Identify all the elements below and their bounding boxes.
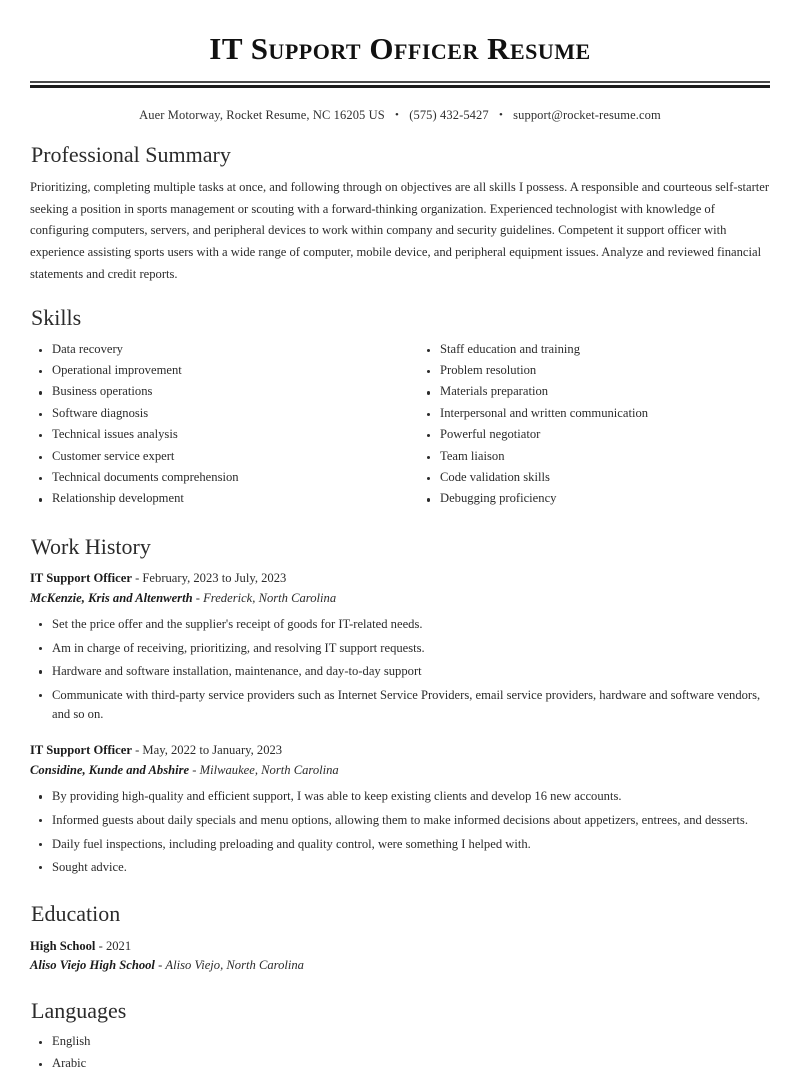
list-item: Arabic [30,1055,770,1072]
job-company-line [30,589,770,609]
section-heading-education: Education [31,901,121,927]
list-item: Interpersonal and written communication [418,405,770,423]
section-heading-work-history: Work History [31,533,151,559]
contact-email[interactable]: support@rocket-resume.com [513,107,661,122]
education-dash: - [154,958,166,973]
list-item: Software diagnosis [30,405,400,423]
list-item: English [30,1033,770,1051]
list-item: Code validation skills [418,469,770,487]
job-dash: - [131,571,143,586]
skills-list-right [418,341,770,509]
list-item: Informed guests about daily specials and menu options, allowing them to make informed decisions about appetizers, entrees, and desserts. [30,811,770,830]
job-bullet-list [30,787,770,877]
job-title: IT Support Officer [30,571,132,586]
contact-line [30,108,770,123]
education-dash: - [95,938,106,953]
list-item: Am in charge of receiving, prioritizing, and resolving IT support requests. [30,639,770,658]
page-title: IT Support Officer Resume [209,31,591,66]
list-item: By providing high-quality and efficient support, I was able to keep existing clients and develop 16 new accounts. [30,787,770,806]
list-item: Team liaison [418,448,770,466]
list-item: Staff education and training [418,341,770,359]
contact-separator-icon: • [498,108,503,121]
job-entry [30,741,770,877]
education-year: 2021 [105,938,132,953]
skills-column-left [30,341,400,512]
summary-text: Prioritizing, completing multiple tasks at once, and following through on objectives are all skills I possess. A responsible and courteous self-starter seeking a position in sports management or scouting with a forward-thinking organization. Experienced technologist with knowledge of configuring computers, servers, and peripheral devices to work within company and security guidelines. Competent it support officer with experience assisting sports users with a wide range of computer, mobile device, and peripheral equipment issues. Analyze and reviewed financial statements and credit reports. [30,180,770,281]
section-heading-skills: Skills [31,305,82,331]
section-work-history [30,534,770,878]
education-list [30,937,770,976]
section-skills [30,305,770,511]
languages-list [30,1033,770,1072]
job-dash: - [192,590,204,605]
list-item: Materials preparation [418,383,770,401]
list-item: Technical documents comprehension [30,469,400,487]
job-list [30,569,770,877]
skills-list-left [30,341,400,509]
education-school: Aliso Viejo High School [30,958,155,973]
job-title: IT Support Officer [30,743,132,758]
list-item: Debugging proficiency [418,490,770,508]
job-location: Milwaukee, North Carolina [199,762,339,777]
section-education [30,901,770,975]
list-item: Relationship development [30,490,400,508]
section-heading-languages: Languages [31,997,127,1023]
list-item: Technical issues analysis [30,426,400,444]
education-location: Aliso Viejo, North Carolina [165,958,304,973]
education-degree: High School [30,938,96,953]
list-item: Sought advice. [30,858,770,877]
contact-address: Auer Motorway, Rocket Resume, NC 16205 US [139,107,385,122]
skills-column-right [400,341,770,512]
job-entry [30,569,770,724]
job-title-line [30,741,770,761]
job-dash: - [131,743,143,758]
section-heading-summary: Professional Summary [31,141,231,167]
job-bullet-list [30,615,770,724]
list-item: Daily fuel inspections, including preloading and quality control, were something I helped with. [30,835,770,854]
list-item: Business operations [30,383,400,401]
list-item: Communicate with third-party service providers such as Internet Service Providers, email service providers, hardware and software vendors, and so on. [30,686,770,724]
job-company: McKenzie, Kris and Altenwerth [30,590,193,605]
job-company-line [30,761,770,781]
contact-separator-icon: • [395,108,399,121]
job-title-line [30,569,770,589]
divider-line-bottom [30,85,770,88]
list-item: Problem resolution [418,362,770,380]
job-dates: May, 2022 to January, 2023 [142,743,283,758]
job-dash: - [189,762,200,777]
list-item: Hardware and software installation, maintenance, and day-to-day support [30,662,770,681]
skills-columns [30,341,770,512]
contact-phone: (575) 432-5427 [409,107,489,122]
list-item: Data recovery [30,341,400,359]
education-school-line [30,956,770,976]
education-degree-line [30,937,770,957]
list-item: Operational improvement [30,362,400,380]
header-divider [30,81,770,88]
job-dates: February, 2023 to July, 2023 [142,571,287,586]
job-location: Frederick, North Carolina [203,590,337,605]
list-item: Powerful negotiator [418,426,770,444]
section-professional-summary [30,142,770,286]
list-item: Set the price offer and the supplier's receipt of goods for IT-related needs. [30,615,770,634]
job-company: Considine, Kunde and Abshire [30,762,190,777]
list-item: Customer service expert [30,448,400,466]
education-entry [30,937,770,976]
